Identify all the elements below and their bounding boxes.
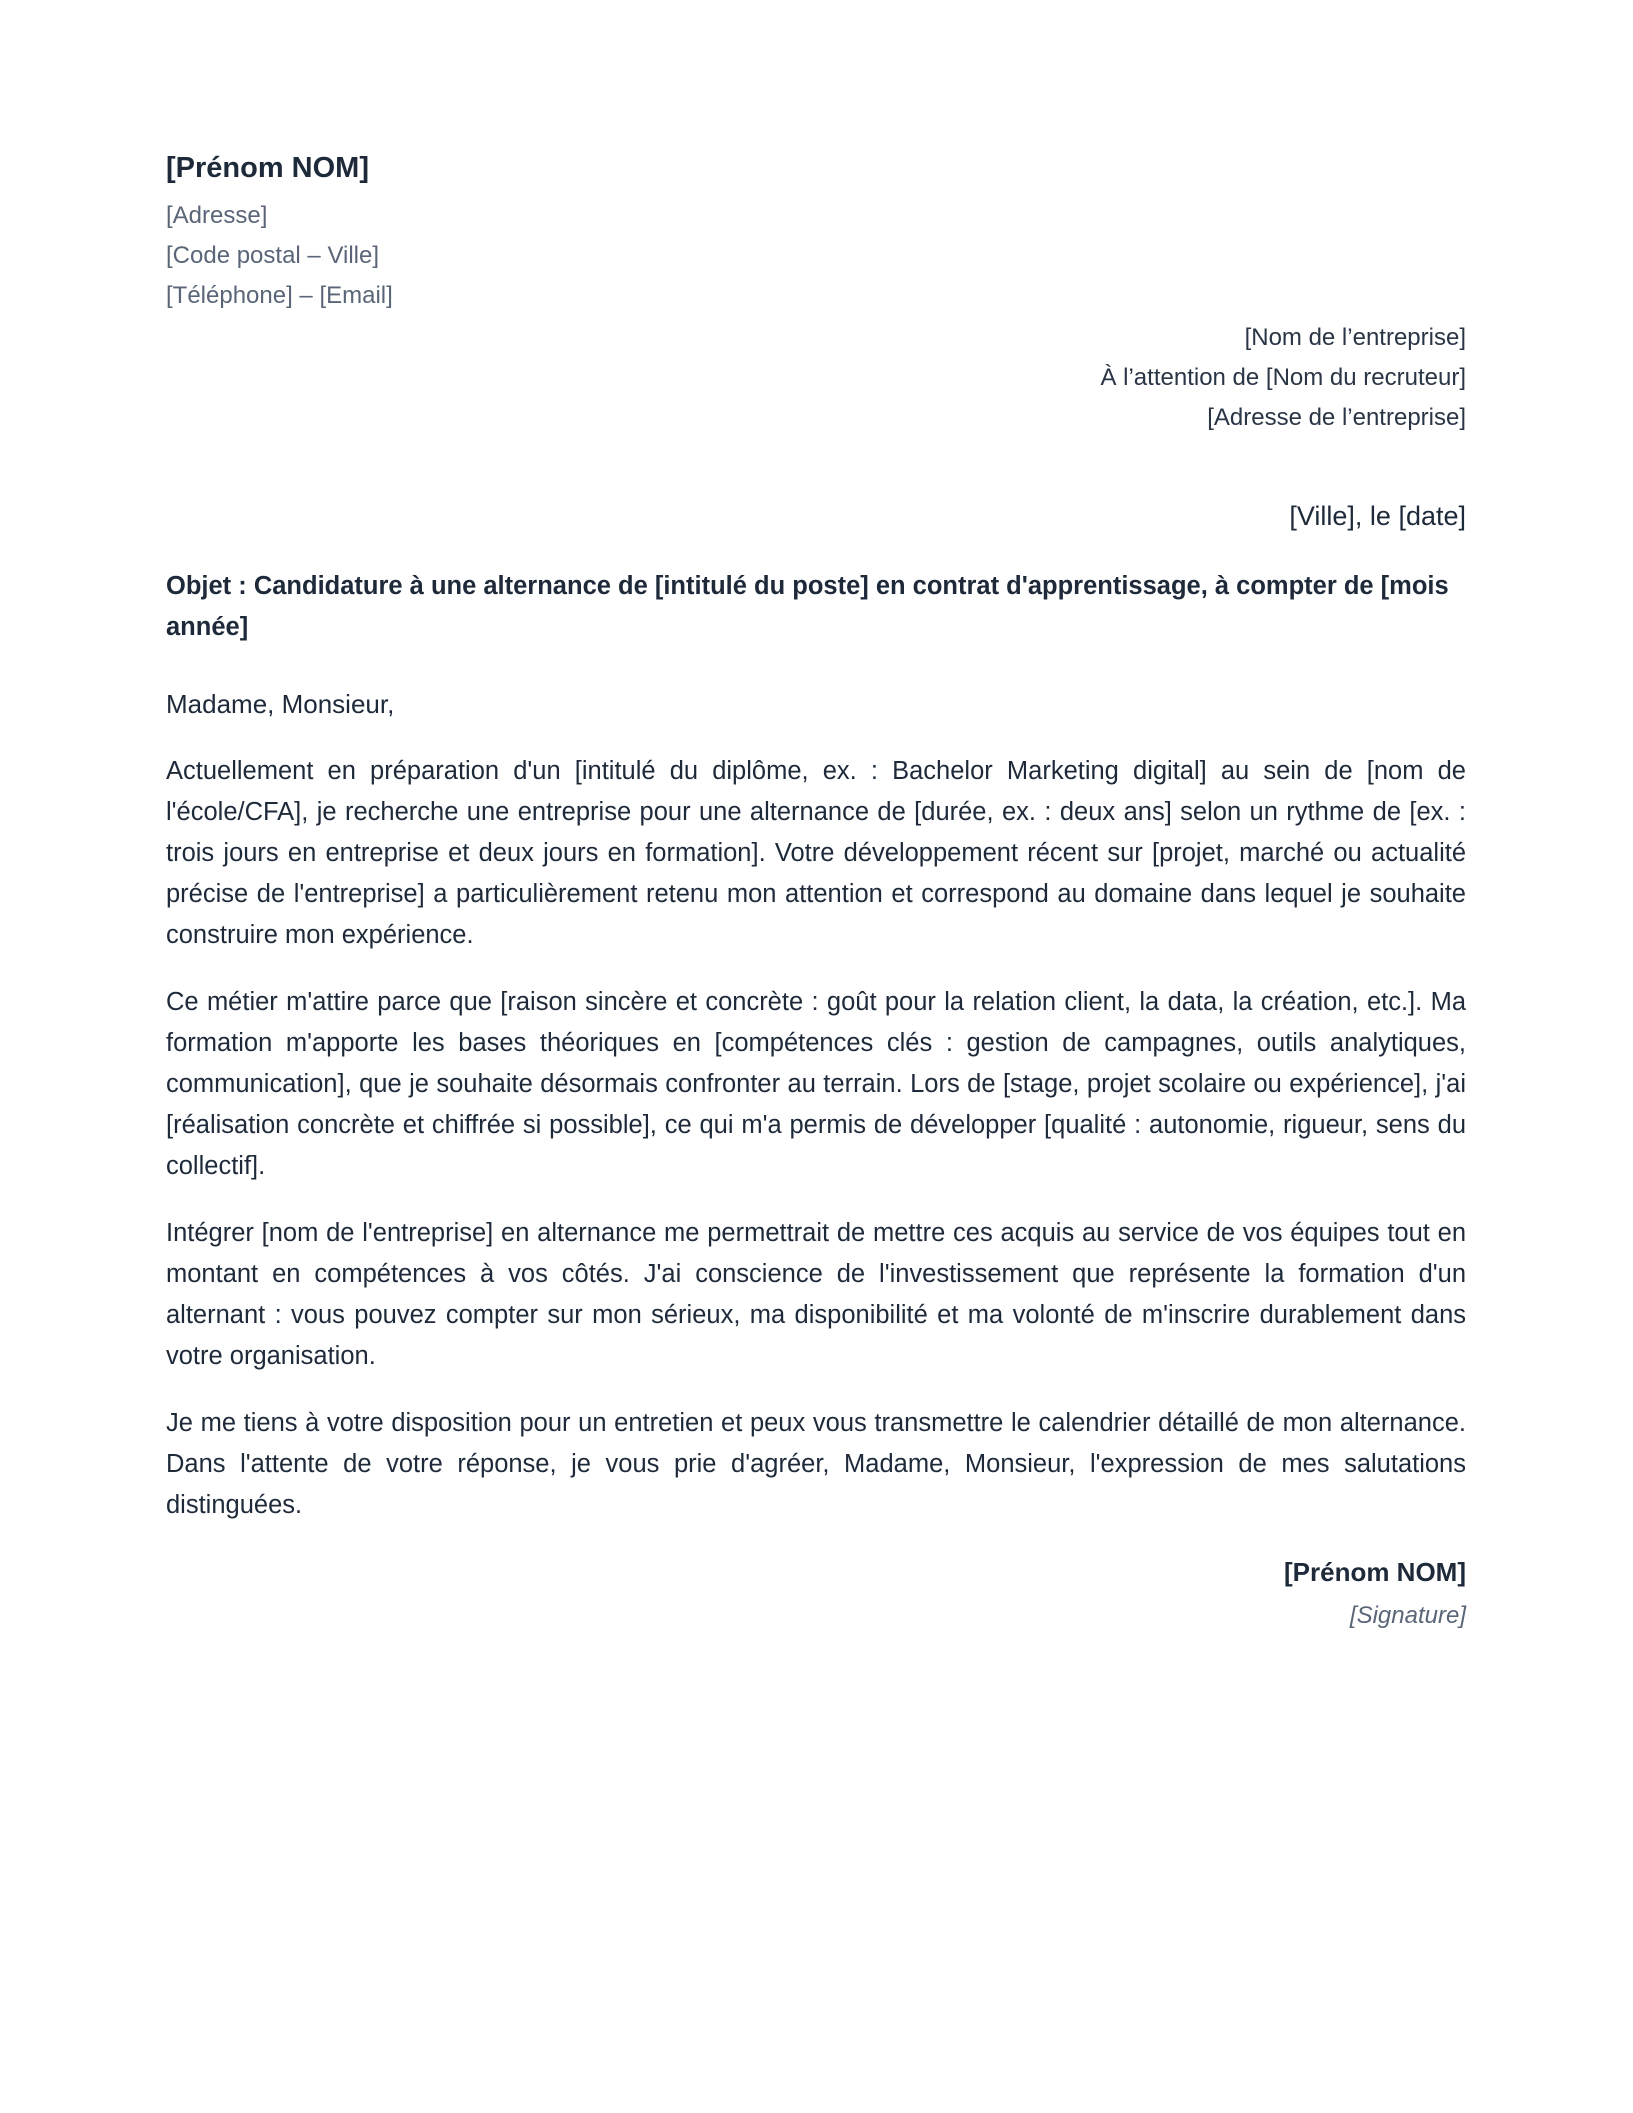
recipient-block [166, 318, 1466, 438]
recipient-attention: À l’attention de [Nom du recruteur] [1100, 364, 1466, 392]
body-paragraph-1: Actuellement en préparation d'un [intitulé du diplôme, ex. : Bachelor Marketing digital] au sein de [nom de l'école/CFA], je recherche une entreprise pour une alternance de [durée, ex. : deux ans] selon un rythme de [ex. : trois jours en entreprise et deux jours en formation]. Votre développement récent sur [projet, marché ou actualité précise de l'entreprise] a particulièrement retenu mon attention et correspond au domaine dans lequel je souhaite construire mon expérience. [166, 757, 1466, 950]
sender-phone-email: [Téléphone] – [Email] [166, 282, 393, 310]
sender-name: [Prénom NOM] [166, 152, 369, 184]
letter-subject: Objet : Candidature à une alternance de [intitulé du poste] en contrat d'apprentissage, à compter de [mois année] [166, 572, 1449, 642]
sender-address: [Adresse] [166, 202, 268, 230]
body-paragraph-4: Je me tiens à votre disposition pour un entretien et peux vous transmettre le calendrier détaillé de mon alternance. Dans l'attente de votre réponse, je vous prie d'agréer, Madame, Monsieur, l'expression de mes salutations distinguées. [166, 1409, 1466, 1520]
letter-content [166, 150, 1466, 1636]
recipient-address: [Adresse de l’entreprise] [1207, 404, 1466, 432]
body-paragraph-3: Intégrer [nom de l'entreprise] en alternance me permettrait de mettre ces acquis au service de vos équipes tout en montant en compétences à vos côtés. J'ai conscience de l'investissement que représente la formation d'un alternant : vous pouvez compter sur mon sérieux, ma disponibilité et ma volonté de m'inscrire durablement dans votre organisation. [166, 1219, 1466, 1371]
signature-placeholder: [Signature] [1349, 1602, 1466, 1630]
recipient-company: [Nom de l’entreprise] [1244, 324, 1466, 352]
letter-date: [Ville], le [date] [1289, 501, 1466, 532]
letter-salutation: Madame, Monsieur, [166, 689, 395, 720]
sender-postal-city: [Code postal – Ville] [166, 242, 380, 270]
closing-name: [Prénom NOM] [1284, 1557, 1466, 1588]
body-paragraph-2: Ce métier m'attire parce que [raison sincère et concrète : goût pour la relation client, la data, la création, etc.]. Ma formation m'apporte les bases théoriques en [compétences clés : gestion de campagnes, outils analytiques, communication], que je souhaite désormais confronter au terrain. Lors de [stage, projet scolaire ou expérience], j'ai [réalisation concrète et chiffrée si possible], ce qui m'a permis de développer [qualité : autonomie, rigueur, sens du collectif]. [166, 988, 1466, 1181]
sender-block [166, 150, 1466, 316]
